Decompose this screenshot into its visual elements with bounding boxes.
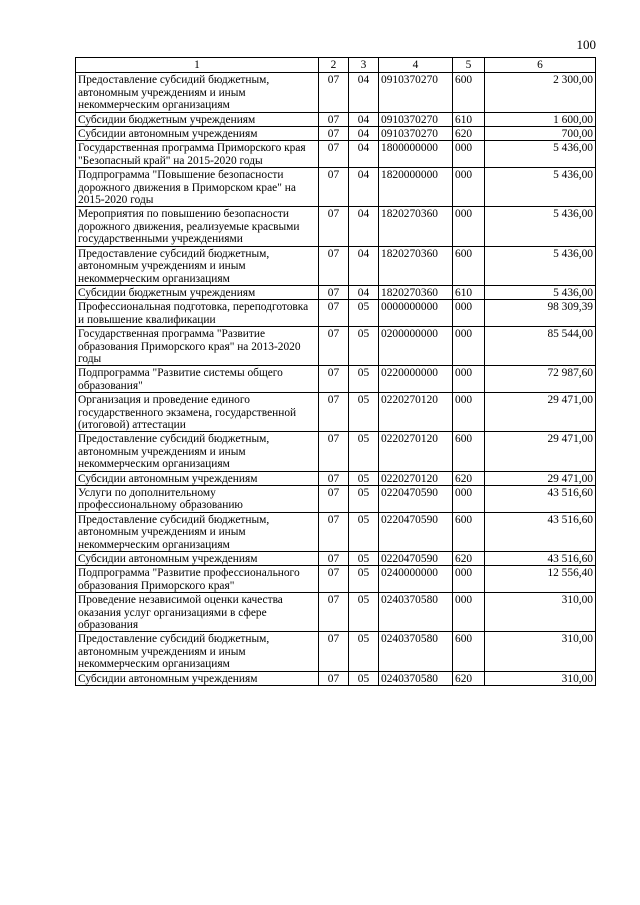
table-row <box>76 671 596 685</box>
row-amount: 43 516,60 <box>485 486 596 513</box>
row-section: 07 <box>319 671 349 685</box>
row-subsection: 05 <box>349 552 379 566</box>
row-target-article: 1820270360 <box>379 246 453 285</box>
row-name: Услуги по дополнительному профессиональному образованию <box>76 486 319 513</box>
row-expense-type: 610 <box>453 112 485 126</box>
row-target-article: 0220270120 <box>379 471 453 485</box>
row-subsection: 05 <box>349 486 379 513</box>
row-subsection: 05 <box>349 471 379 485</box>
row-subsection: 04 <box>349 285 379 299</box>
row-expense-type: 000 <box>453 566 485 593</box>
row-amount: 310,00 <box>485 671 596 685</box>
row-target-article: 0200000000 <box>379 327 453 366</box>
row-subsection: 05 <box>349 393 379 432</box>
table-row <box>76 285 596 299</box>
row-expense-type: 600 <box>453 632 485 671</box>
row-target-article: 0220270120 <box>379 393 453 432</box>
row-name: Государственная программа "Развитие образования Приморского края" на 2013-2020 годы <box>76 327 319 366</box>
row-amount: 29 471,00 <box>485 393 596 432</box>
table-body <box>76 73 596 686</box>
header-section: 2 <box>319 58 349 73</box>
row-amount: 1 600,00 <box>485 112 596 126</box>
row-expense-type: 600 <box>453 432 485 471</box>
row-target-article: 0220270120 <box>379 432 453 471</box>
row-section: 07 <box>319 327 349 366</box>
row-expense-type: 620 <box>453 471 485 485</box>
row-section: 07 <box>319 566 349 593</box>
row-amount: 310,00 <box>485 593 596 632</box>
row-target-article: 1820270360 <box>379 207 453 246</box>
row-expense-type: 610 <box>453 285 485 299</box>
row-amount: 12 556,40 <box>485 566 596 593</box>
table-row <box>76 566 596 593</box>
row-section: 07 <box>319 432 349 471</box>
row-target-article: 0240370580 <box>379 632 453 671</box>
row-expense-type: 620 <box>453 127 485 141</box>
row-target-article: 1820000000 <box>379 168 453 207</box>
row-subsection: 04 <box>349 73 379 112</box>
row-name: Предоставление субсидий бюджетным, автономным учреждениям и иным некоммерческим организациям <box>76 246 319 285</box>
row-subsection: 04 <box>349 207 379 246</box>
row-subsection: 05 <box>349 512 379 551</box>
header-target-article: 4 <box>379 58 453 73</box>
table-row <box>76 127 596 141</box>
row-amount: 5 436,00 <box>485 207 596 246</box>
table-row <box>76 300 596 327</box>
row-expense-type: 000 <box>453 366 485 393</box>
header-name: 1 <box>76 58 319 73</box>
row-subsection: 05 <box>349 566 379 593</box>
row-subsection: 04 <box>349 112 379 126</box>
row-section: 07 <box>319 366 349 393</box>
table-row <box>76 393 596 432</box>
table-row <box>76 112 596 126</box>
header-amount: 6 <box>485 58 596 73</box>
row-expense-type: 000 <box>453 141 485 168</box>
row-section: 07 <box>319 127 349 141</box>
row-name: Субсидии бюджетным учреждениям <box>76 112 319 126</box>
table-row <box>76 207 596 246</box>
row-section: 07 <box>319 393 349 432</box>
row-name: Организация и проведение единого государственного экзамена, государственной (итоговой) аттестации <box>76 393 319 432</box>
row-amount: 29 471,00 <box>485 432 596 471</box>
row-name: Предоставление субсидий бюджетным, автономным учреждениям и иным некоммерческим организациям <box>76 632 319 671</box>
row-name: Государственная программа Приморского края "Безопасный край" на 2015-2020 годы <box>76 141 319 168</box>
row-target-article: 0240370580 <box>379 593 453 632</box>
table-row <box>76 327 596 366</box>
row-name: Субсидии автономным учреждениям <box>76 671 319 685</box>
row-target-article: 0910370270 <box>379 73 453 112</box>
table-row <box>76 432 596 471</box>
table-header-row <box>76 58 596 73</box>
row-name: Предоставление субсидий бюджетным, автономным учреждениям и иным некоммерческим организациям <box>76 73 319 112</box>
row-section: 07 <box>319 246 349 285</box>
table-row <box>76 593 596 632</box>
row-target-article: 0240000000 <box>379 566 453 593</box>
row-target-article: 0910370270 <box>379 112 453 126</box>
row-name: Проведение независимой оценки качества оказания услуг организациями в сфере образования <box>76 593 319 632</box>
budget-table <box>75 57 596 686</box>
row-target-article: 1800000000 <box>379 141 453 168</box>
row-amount: 29 471,00 <box>485 471 596 485</box>
row-amount: 5 436,00 <box>485 285 596 299</box>
row-name: Мероприятия по повышению безопасности дорожного движения, реализуемые красвыми государственными учреждениями <box>76 207 319 246</box>
row-subsection: 05 <box>349 632 379 671</box>
row-section: 07 <box>319 73 349 112</box>
row-target-article: 1820270360 <box>379 285 453 299</box>
row-subsection: 05 <box>349 432 379 471</box>
row-amount: 72 987,60 <box>485 366 596 393</box>
table-row <box>76 73 596 112</box>
row-amount: 5 436,00 <box>485 246 596 285</box>
row-section: 07 <box>319 168 349 207</box>
row-amount: 700,00 <box>485 127 596 141</box>
row-section: 07 <box>319 552 349 566</box>
row-section: 07 <box>319 285 349 299</box>
row-target-article: 0240370580 <box>379 671 453 685</box>
row-name: Профессиональная подготовка, переподготовка и повышение квалификации <box>76 300 319 327</box>
table-row <box>76 141 596 168</box>
row-target-article: 0220470590 <box>379 552 453 566</box>
row-expense-type: 600 <box>453 246 485 285</box>
row-subsection: 04 <box>349 141 379 168</box>
table-row <box>76 246 596 285</box>
table-row <box>76 168 596 207</box>
row-section: 07 <box>319 141 349 168</box>
row-subsection: 04 <box>349 246 379 285</box>
row-name: Субсидии бюджетным учреждениям <box>76 285 319 299</box>
row-target-article: 0220470590 <box>379 486 453 513</box>
row-expense-type: 620 <box>453 671 485 685</box>
row-subsection: 04 <box>349 168 379 207</box>
table-row <box>76 552 596 566</box>
row-section: 07 <box>319 300 349 327</box>
header-expense-type: 5 <box>453 58 485 73</box>
table-row <box>76 366 596 393</box>
row-subsection: 05 <box>349 300 379 327</box>
row-section: 07 <box>319 207 349 246</box>
row-section: 07 <box>319 486 349 513</box>
row-subsection: 05 <box>349 593 379 632</box>
row-section: 07 <box>319 512 349 551</box>
table-row <box>76 512 596 551</box>
table-row <box>76 471 596 485</box>
row-subsection: 04 <box>349 127 379 141</box>
table-row <box>76 486 596 513</box>
row-expense-type: 620 <box>453 552 485 566</box>
row-target-article: 0910370270 <box>379 127 453 141</box>
row-target-article: 0220470590 <box>379 512 453 551</box>
row-name: Предоставление субсидий бюджетным, автономным учреждениям и иным некоммерческим организациям <box>76 432 319 471</box>
row-name: Субсидии автономным учреждениям <box>76 552 319 566</box>
row-expense-type: 000 <box>453 327 485 366</box>
row-expense-type: 000 <box>453 393 485 432</box>
row-expense-type: 000 <box>453 486 485 513</box>
row-name: Предоставление субсидий бюджетным, автономным учреждениям и иным некоммерческим организациям <box>76 512 319 551</box>
row-amount: 2 300,00 <box>485 73 596 112</box>
row-amount: 85 544,00 <box>485 327 596 366</box>
row-expense-type: 600 <box>453 512 485 551</box>
row-section: 07 <box>319 112 349 126</box>
table-row <box>76 632 596 671</box>
row-amount: 310,00 <box>485 632 596 671</box>
row-name: Субсидии автономным учреждениям <box>76 127 319 141</box>
row-amount: 5 436,00 <box>485 141 596 168</box>
page-number: 100 <box>576 37 596 52</box>
row-name: Субсидии автономным учреждениям <box>76 471 319 485</box>
header-subsection: 3 <box>349 58 379 73</box>
row-section: 07 <box>319 593 349 632</box>
row-expense-type: 600 <box>453 73 485 112</box>
row-expense-type: 000 <box>453 300 485 327</box>
row-name: Подпрограмма "Развитие системы общего образования" <box>76 366 319 393</box>
row-amount: 43 516,60 <box>485 512 596 551</box>
row-subsection: 05 <box>349 327 379 366</box>
row-target-article: 0220000000 <box>379 366 453 393</box>
row-amount: 5 436,00 <box>485 168 596 207</box>
row-section: 07 <box>319 471 349 485</box>
row-section: 07 <box>319 632 349 671</box>
row-subsection: 05 <box>349 671 379 685</box>
row-target-article: 0000000000 <box>379 300 453 327</box>
row-name: Подпрограмма "Повышение безопасности дорожного движения в Приморском крае" на 2015-2020 годы <box>76 168 319 207</box>
row-expense-type: 000 <box>453 593 485 632</box>
row-expense-type: 000 <box>453 207 485 246</box>
row-subsection: 05 <box>349 366 379 393</box>
row-name: Подпрограмма "Развитие профессионального образования Приморского края" <box>76 566 319 593</box>
row-amount: 98 309,39 <box>485 300 596 327</box>
row-expense-type: 000 <box>453 168 485 207</box>
row-amount: 43 516,60 <box>485 552 596 566</box>
